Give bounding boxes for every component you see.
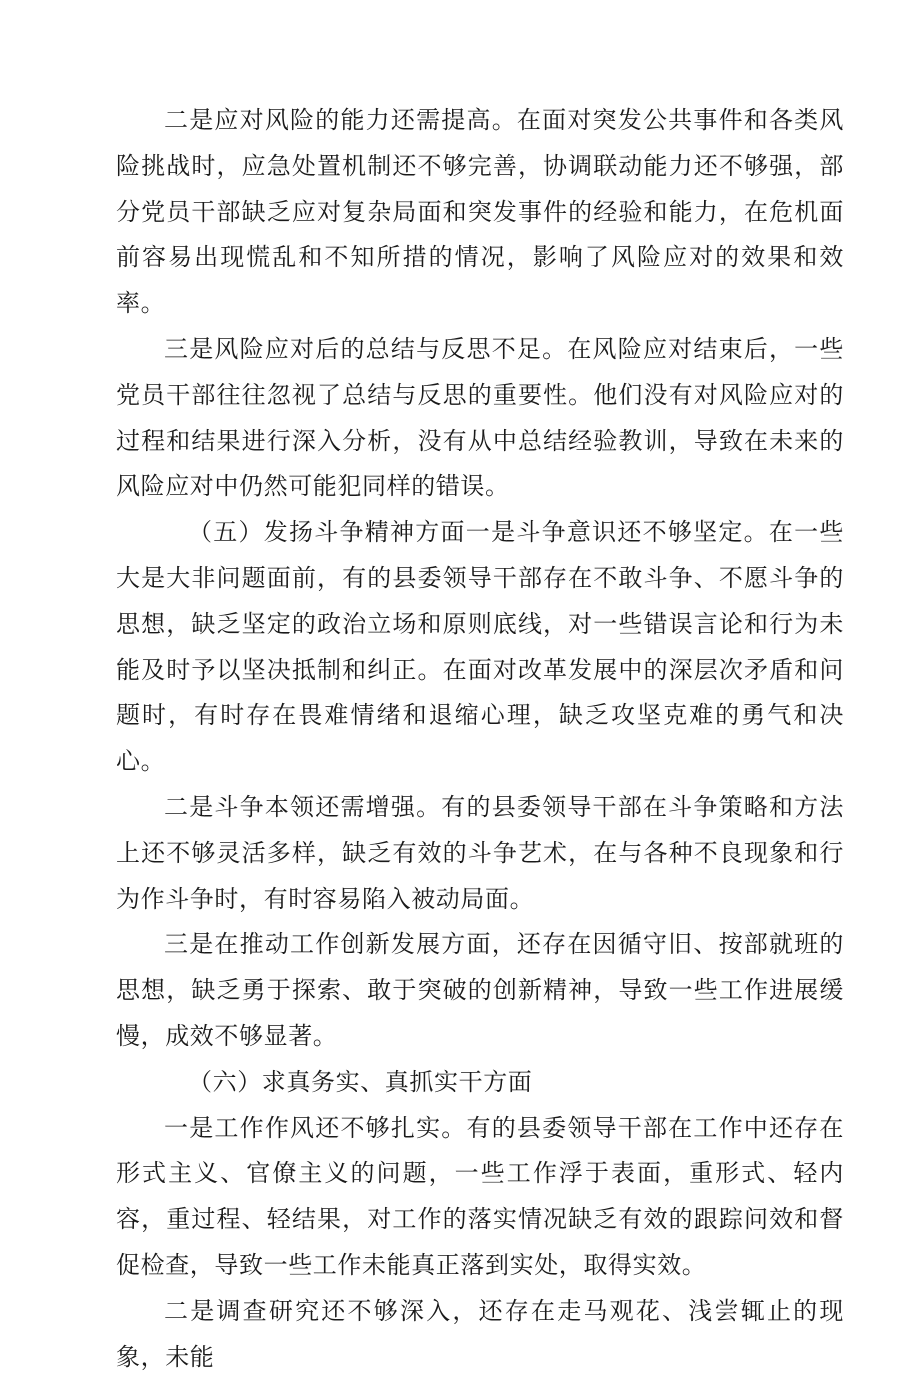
paragraph-section-five: （五）发扬斗争精神方面一是斗争意识还不够坚定。在一些大是大非问题面前，有的县委领导干部存在不敢斗争、不愿斗争的思想，缺乏坚定的政治立场和原则底线，对一些错误言论和行为未能及时予以坚决抵制和纠正。在面对改革发展中的深层次矛盾和问题时，有时存在畏难情绪和退缩心理，缺乏攻坚克难的勇气和决心。 (116, 518, 844, 776)
paragraph-innovation: 三是在推动工作创新发展方面，还存在因循守旧、按部就班的思想，缺乏勇于探索、敢于突破的创新精神，导致一些工作进展缓慢，成效不够显著。 (116, 930, 844, 1050)
paragraph-work-style: 一是工作作风还不够扎实。有的县委领导干部在工作中还存在形式主义、官僚主义的问题，一些工作浮于表面，重形式、轻内容，重过程、轻结果，对工作的落实情况缺乏有效的跟踪问效和督促检查，导致一些工作未能真正落到实处，取得实效。 (116, 1113, 844, 1279)
document-body (116, 98, 844, 1380)
paragraph-risk-capability: 二是应对风险的能力还需提高。在面对突发公共事件和各类风险挑战时，应急处置机制还不够完善，协调联动能力还不够强，部分党员干部缺乏应对复杂局面和突发事件的经验和能力，在危机面前容易出现慌乱和不知所措的情况，影响了风险应对的效果和效率。 (116, 106, 844, 318)
paragraph-research: 二是调查研究还不够深入，还存在走马观花、浅尝辄止的现象，未能 (116, 1296, 844, 1371)
paragraph-struggle-skill: 二是斗争本领还需增强。有的县委领导干部在斗争策略和方法上还不够灵活多样，缺乏有效的斗争艺术，在与各种不良现象和行为作斗争时，有时容易陷入被动局面。 (116, 792, 844, 913)
section-six-heading: （六）求真务实、真抓实干方面 (188, 1067, 533, 1096)
paragraph-risk-reflection: 三是风险应对后的总结与反思不足。在风险应对结束后，一些党员干部往往忽视了总结与反思的重要性。他们没有对风险应对的过程和结果进行深入分析，没有从中总结经验教训，导致在未来的风险应对中仍然可能犯同样的错误。 (116, 334, 844, 501)
